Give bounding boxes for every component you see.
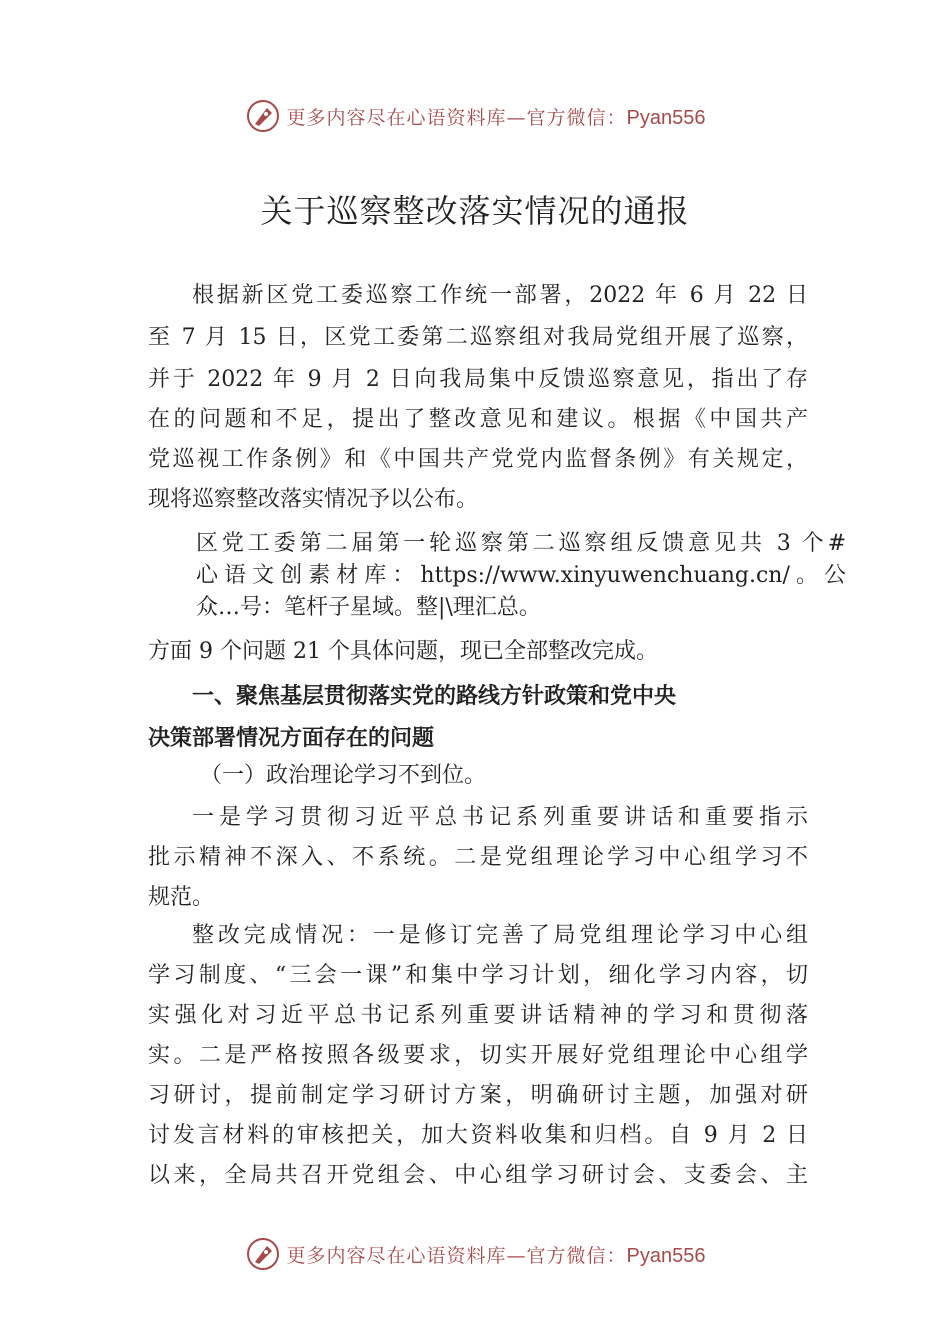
subsection-heading bbox=[148, 756, 808, 796]
text-line: 党巡视工作条例》和《中国共产党党内监督条例》有关规定， bbox=[148, 447, 808, 472]
header-watermark-text: 更多内容尽在心语资料库—官方微信：Pyan556 bbox=[286, 106, 706, 129]
intro-paragraph bbox=[148, 276, 808, 520]
text-line: 至 7 月 15 日，区党工委第二巡察组对我局党组开展了巡察， bbox=[148, 325, 808, 350]
text-line: 以来，全局共召开党组会、中心组学习研讨会、支委会、主 bbox=[148, 1163, 808, 1188]
problems-paragraph bbox=[148, 798, 808, 918]
text-line: 实。二是严格按照各级要求，切实开展好党组理论中心组学 bbox=[148, 1043, 808, 1068]
text-line: 一是学习贯彻习近平总书记系列重要讲话和重要指示 bbox=[192, 805, 808, 830]
pen-nib-logo bbox=[245, 98, 281, 134]
heading-line: 一、聚焦基层贯彻落实党的路线方针政策和党中央 bbox=[192, 684, 677, 709]
text-line: 在的问题和不足，提出了整改意见和建议。根据《中国共产 bbox=[148, 407, 808, 432]
inserted-text-block bbox=[196, 528, 846, 624]
document-title: 关于巡察整改落实情况的通报 bbox=[260, 192, 690, 230]
text-line: 现将巡察整改落实情况予以公布。 bbox=[148, 487, 479, 512]
footer-watermark bbox=[0, 1234, 950, 1274]
section-heading bbox=[148, 676, 808, 760]
text-line: 批示精神不深入、不系统。二是党组理论学习中心组学习不 bbox=[148, 845, 808, 870]
text-line: 心语文创素材库：https://www.xinyuwenchuang.cn/。公 bbox=[196, 563, 846, 588]
text-line: 规范。 bbox=[148, 885, 215, 910]
text-line: 根据新区党工委巡察工作统一部署，2022 年 6 月 22 日 bbox=[192, 283, 808, 308]
text-line: 实强化对习近平总书记系列重要讲话精神的学习和贯彻落 bbox=[148, 1003, 808, 1028]
text-line: 学习制度、“三会一课”和集中学习计划，细化学习内容，切 bbox=[148, 963, 808, 988]
rectification-paragraph bbox=[148, 916, 808, 1196]
summary-paragraph bbox=[148, 632, 808, 672]
pen-nib-logo bbox=[245, 1236, 281, 1272]
header-watermark bbox=[0, 96, 950, 136]
heading-line: 决策部署情况方面存在的问题 bbox=[148, 726, 435, 751]
text-line: 区党工委第二届第一轮巡察第二巡察组反馈意见共 3 个# bbox=[196, 531, 846, 556]
text-line: 整改完成情况：一是修订完善了局党组理论学习中心组 bbox=[192, 923, 808, 948]
text-line: 习研讨，提前制定学习研讨方案，明确研讨主题，加强对研 bbox=[148, 1083, 808, 1108]
text-line: 讨发言材料的审核把关，加大资料收集和归档。自 9 月 2 日 bbox=[148, 1123, 808, 1148]
text-line: 众…号：笔杆子星域。整|\理汇总。 bbox=[196, 595, 541, 620]
footer-watermark-text: 更多内容尽在心语资料库—官方微信：Pyan556 bbox=[286, 1244, 706, 1267]
text-line: 并于 2022 年 9 月 2 日向我局集中反馈巡察意见，指出了存 bbox=[148, 367, 808, 392]
text-line: 方面 9 个问题 21 个具体问题，现已全部整改完成。 bbox=[148, 639, 658, 664]
text-line: （一）政治理论学习不到位。 bbox=[200, 763, 487, 788]
